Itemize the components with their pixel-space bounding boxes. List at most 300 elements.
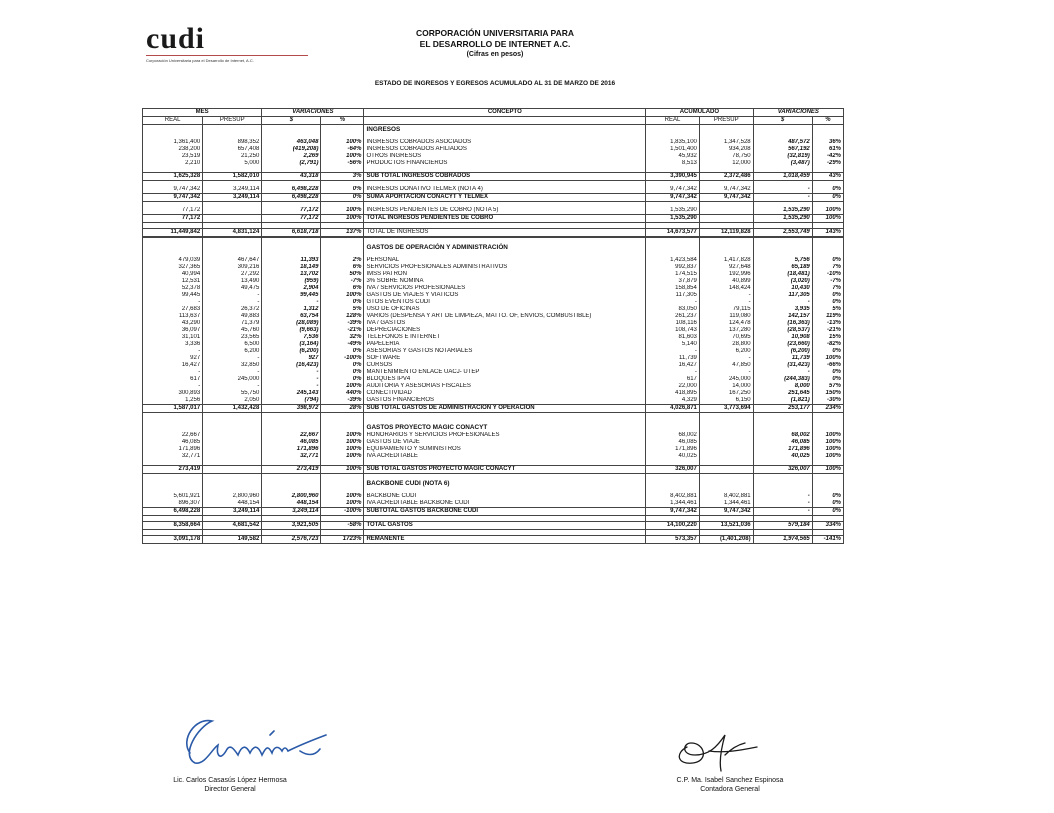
cell-var-mes-peso: - [262,299,321,306]
empty-cell [262,125,321,135]
cell-concept: GTOS EVENTOS CUDI [364,299,646,306]
cell-acum-real: 1,835,100 [646,139,700,146]
cell-var-acum-pct: 334% [812,522,843,530]
cell-mes-real: - [143,299,203,306]
empty-cell [812,125,843,135]
cell-mes-real: 171,896 [143,446,203,453]
cell-concept: TOTAL INGRESOS PENDIENTES DE COBRO [364,215,646,223]
accountant-signature [665,725,775,775]
cell-mes-real: 12,531 [143,278,203,285]
cell-mes-presup: 4,681,542 [203,522,262,530]
empty-cell [812,479,843,488]
cell-var-acum-pct: 61% [812,146,843,153]
cell-var-mes-pct: -7% [321,278,364,285]
cell-concept: IVA / GASTOS [364,320,646,327]
cell-var-acum-peso: - [753,186,812,194]
table-row [143,146,844,153]
cell-var-acum-peso: 253,177 [753,405,812,413]
cell-var-mes-peso: 927 [262,355,321,362]
cell-var-acum-pct: 100% [812,432,843,439]
table-row [143,341,844,348]
cell-var-mes-pct: 100% [321,153,364,160]
cell-mes-real: 617 [143,376,203,383]
cell-mes-real: 896,307 [143,500,203,508]
table-row [143,390,844,397]
table-row [143,369,844,376]
cell-mes-real: 16,427 [143,362,203,369]
cell-acum-presup: 1,347,528 [699,139,753,146]
cell-var-mes-pct: -58% [321,522,364,530]
cell-acum-real: 40,025 [646,453,700,460]
total-row [143,508,844,516]
cell-acum-presup [699,207,753,215]
cell-acum-presup: 78,750 [699,153,753,160]
cell-var-mes-peso: 13,702 [262,271,321,278]
cell-var-acum-pct: -7% [812,278,843,285]
cell-acum-presup: 2,372,486 [699,173,753,181]
cell-var-acum-pct: 57% [812,383,843,390]
section-header-row [143,125,844,135]
cell-var-acum-peso: 46,085 [753,439,812,446]
cell-var-mes-peso: 7,536 [262,334,321,341]
total-row [143,194,844,202]
cell-acum-real: 1,535,290 [646,215,700,223]
cell-var-mes-peso: 2,904 [262,285,321,292]
total-row [143,215,844,223]
cell-mes-real: 1,625,328 [143,173,203,181]
cell-var-mes-peso: 2,269 [262,153,321,160]
cell-var-acum-pct: 100% [812,207,843,215]
cell-mes-presup: 448,154 [203,500,262,508]
cell-acum-real: 4,026,871 [646,405,700,413]
cell-concept: SUBTOTAL GASTOS BACKBONE CUDI [364,508,646,516]
cell-acum-presup [699,439,753,446]
cell-concept: SUMA APORTACION CONACYT Y TELMEX [364,194,646,202]
cell-acum-real: 1,501,400 [646,146,700,153]
table-row [143,500,844,508]
accountant-name: C.P. Ma. Isabel Sanchez Espinosa [676,777,784,784]
cell-concept: GASTOS DE VIAJE [364,439,646,446]
cell-concept: IVA ACREDITABLE BACKBONE CUDI [364,500,646,508]
cell-var-acum-pct: 100% [812,453,843,460]
cell-var-acum-peso: 171,896 [753,446,812,453]
cell-var-mes-pct: 0% [321,186,364,194]
cell-acum-presup: 137,280 [699,327,753,334]
cell-mes-presup: 13,490 [203,278,262,285]
table-row [143,207,844,215]
cell-var-acum-pct: 143% [812,229,843,238]
cell-var-mes-pct: 28% [321,405,364,413]
cell-var-acum-pct: 0% [812,348,843,355]
cell-var-mes-pct: -39% [321,320,364,327]
cell-concept: CURSOS [364,362,646,369]
empty-cell [646,479,700,488]
cell-acum-presup: 9,747,342 [699,194,753,202]
cell-mes-presup: 45,760 [203,327,262,334]
cell-var-mes-pct: 100% [321,383,364,390]
cell-var-mes-peso: 77,172 [262,207,321,215]
cell-var-acum-peso: 579,184 [753,522,812,530]
cell-mes-real: 1,256 [143,397,203,405]
cell-mes-presup: 23,565 [203,334,262,341]
cell-mes-real: 9,747,342 [143,186,203,194]
cell-mes-real: 5,601,921 [143,493,203,500]
subheader-acum-pct: % [812,117,843,125]
cell-mes-real: 36,097 [143,327,203,334]
cell-mes-real: 327,365 [143,264,203,271]
cell-var-mes-peso: 2,800,960 [262,493,321,500]
cell-mes-real: 113,637 [143,313,203,320]
cell-var-acum-pct: -82% [812,341,843,348]
cell-concept: TELEFONOS E INTERNET [364,334,646,341]
cell-acum-real: 261,237 [646,313,700,320]
empty-cell [646,423,700,432]
section-header-row [143,423,844,432]
empty-cell [812,423,843,432]
subheader-acum-peso: $ [753,117,812,125]
empty-cell [203,479,262,488]
cell-var-mes-pct: 100% [321,466,364,474]
table-row [143,292,844,299]
org-name-line2: EL DESARROLLO DE INTERNET A.C. [419,39,571,49]
cell-acum-real: 8,402,881 [646,493,700,500]
cell-var-mes-peso: 6,498,228 [262,194,321,202]
cell-var-mes-peso: 3,921,505 [262,522,321,530]
section-title: BACKBONE CUDI (NOTA 6) [364,479,646,488]
table-row [143,306,844,313]
empty-cell [753,479,812,488]
cell-mes-presup: 4,831,124 [203,229,262,238]
cell-var-mes-peso: 43,318 [262,173,321,181]
cell-mes-presup: - [203,383,262,390]
cell-var-acum-pct: 0% [812,500,843,508]
table-row [143,383,844,390]
cell-acum-presup: 9,747,342 [699,186,753,194]
cell-acum-real: 3,390,945 [646,173,700,181]
cell-mes-real: 927 [143,355,203,362]
cell-acum-real: 418,895 [646,390,700,397]
cell-mes-real: 31,101 [143,334,203,341]
cell-acum-real: 5,140 [646,341,700,348]
cell-var-acum-pct: 0% [812,299,843,306]
table-row [143,348,844,355]
cell-var-mes-peso: (28,089) [262,320,321,327]
cell-var-acum-pct: 0% [812,376,843,383]
table-row [143,257,844,264]
empty-cell [262,479,321,488]
cell-acum-real: 37,879 [646,278,700,285]
table-row [143,432,844,439]
cell-var-mes-peso: (9,663) [262,327,321,334]
accountant-signature-block [630,776,830,794]
cell-mes-presup [203,446,262,453]
cell-concept: IVA ACREDITABLE [364,453,646,460]
cell-var-acum-pct: 100% [812,215,843,223]
cell-var-mes-pct: 100% [321,139,364,146]
cell-var-acum-peso: (16,363) [753,320,812,327]
section-header-row [143,479,844,488]
cell-mes-presup [203,439,262,446]
empty-cell [262,423,321,432]
subheader-acum-real: REAL [646,117,700,125]
empty-cell [143,125,203,135]
cell-acum-real: 46,085 [646,439,700,446]
table-row [143,397,844,405]
director-name: Lic. Carlos Casasús López Hermosa [173,777,287,784]
empty-cell [143,243,203,252]
cell-var-mes-pct: 0% [321,299,364,306]
cell-var-mes-peso: 448,154 [262,500,321,508]
cell-acum-presup: 14,000 [699,383,753,390]
cell-acum-real: 16,427 [646,362,700,369]
cell-acum-real: 326,007 [646,466,700,474]
cell-acum-presup: 148,424 [699,285,753,292]
cell-acum-presup: 124,478 [699,320,753,327]
table-row [143,186,844,194]
cell-var-acum-peso: 1,018,459 [753,173,812,181]
cell-var-mes-pct: 137% [321,229,364,238]
cell-concept: REMANENTE [364,536,646,544]
cell-mes-real: 3,091,178 [143,536,203,544]
cell-acum-presup [699,432,753,439]
cell-acum-real: 83,050 [646,306,700,313]
empty-cell [646,243,700,252]
cell-concept: GASTOS FINANCIEROS [364,397,646,405]
cell-mes-real: 1,587,017 [143,405,203,413]
table-row [143,160,844,167]
cell-var-mes-peso: 6,618,718 [262,229,321,238]
subheader-peso: $ [262,117,321,125]
cell-acum-real: 9,747,342 [646,194,700,202]
total-row [143,229,844,238]
cell-var-mes-pct: 100% [321,207,364,215]
empty-cell [262,243,321,252]
cell-mes-presup: 5,000 [203,160,262,167]
cell-var-acum-pct: 7% [812,264,843,271]
empty-cell [203,243,262,252]
cell-var-mes-peso: 99,445 [262,292,321,299]
cell-mes-presup: - [203,355,262,362]
empty-cell [753,243,812,252]
cell-concept: GASTOS DE VIAJES Y VIATICOS [364,292,646,299]
cell-mes-presup: 32,850 [203,362,262,369]
cell-mes-real: - [143,383,203,390]
cell-var-acum-peso: - [753,493,812,500]
cell-var-acum-pct: 100% [812,355,843,362]
cell-mes-real: 3,336 [143,341,203,348]
empty-cell [321,423,364,432]
cell-concept: BACKBONE CUDI [364,493,646,500]
cell-var-mes-pct: 128% [321,313,364,320]
cell-var-mes-peso: (2,791) [262,160,321,167]
section-title: GASTOS DE OPERACIÓN Y ADMINISTRACIÓN [364,243,646,252]
cell-var-mes-pct: 5% [321,306,364,313]
cell-var-mes-pct: -100% [321,355,364,362]
cell-acum-real: 108,116 [646,320,700,327]
cell-acum-presup: 934,208 [699,146,753,153]
cell-mes-real: 52,378 [143,285,203,292]
total-row [143,173,844,181]
table-row [143,355,844,362]
cell-var-mes-pct: 0% [321,376,364,383]
cell-concept: OTROS INGRESOS [364,153,646,160]
cell-var-mes-pct: 32% [321,334,364,341]
cell-concept: TOTAL GASTOS [364,522,646,530]
table-row [143,376,844,383]
cell-mes-presup: 1,582,010 [203,173,262,181]
cell-acum-presup: 12,119,828 [699,229,753,238]
table-row [143,493,844,500]
cell-acum-real: - [646,369,700,376]
cell-var-mes-peso: 32,771 [262,453,321,460]
cell-var-mes-pct: 100% [321,432,364,439]
cell-mes-real: 1,361,400 [143,139,203,146]
cell-var-acum-pct: -29% [812,160,843,167]
total-row [143,536,844,544]
cell-var-acum-pct: -10% [812,271,843,278]
cell-acum-real: 45,932 [646,153,700,160]
cell-var-mes-peso: 6,498,228 [262,186,321,194]
table-row [143,139,844,146]
cell-mes-real: 23,519 [143,153,203,160]
cell-var-acum-peso: 1,535,290 [753,215,812,223]
cell-var-acum-pct: 43% [812,173,843,181]
cell-acum-presup: - [699,369,753,376]
cell-var-acum-pct: 100% [812,446,843,453]
empty-cell [699,423,753,432]
cell-var-mes-pct: 100% [321,446,364,453]
cell-acum-presup: 40,899 [699,278,753,285]
table-body [143,125,844,544]
cell-var-mes-pct: 6% [321,285,364,292]
cell-acum-presup: 70,695 [699,334,753,341]
cell-var-mes-pct: 0% [321,369,364,376]
empty-cell [699,125,753,135]
cell-var-mes-peso: 11,393 [262,257,321,264]
cell-concept: SUB TOTAL GASTOS PROYECTO MAGIC CONACYT [364,466,646,474]
cell-mes-presup: 1,432,428 [203,405,262,413]
table-row [143,334,844,341]
cell-var-acum-pct: 0% [812,292,843,299]
cell-var-acum-pct: 36% [812,139,843,146]
cell-var-mes-pct: -64% [321,146,364,153]
empty-cell [321,479,364,488]
cell-var-acum-pct: -21% [812,327,843,334]
cell-acum-real: 11,739 [646,355,700,362]
cell-mes-real: 479,039 [143,257,203,264]
cell-var-acum-peso: - [753,299,812,306]
cell-mes-real: 46,085 [143,439,203,446]
cell-var-mes-peso: - [262,383,321,390]
cell-var-acum-peso: (6,200) [753,348,812,355]
cell-acum-presup: - [699,355,753,362]
table-row [143,278,844,285]
cell-acum-presup: 6,200 [699,348,753,355]
cell-var-acum-pct: 0% [812,257,843,264]
cell-var-mes-pct: -39% [321,397,364,405]
empty-cell [203,423,262,432]
cell-var-acum-peso: 1,974,565 [753,536,812,544]
cell-var-acum-pct: 100% [812,439,843,446]
cell-mes-presup: 55,750 [203,390,262,397]
cell-var-acum-pct: 234% [812,405,843,413]
cell-acum-real: 992,837 [646,264,700,271]
cell-acum-presup: 28,800 [699,341,753,348]
cell-mes-presup: 149,582 [203,536,262,544]
director-signature-block [150,776,310,794]
logo-subtitle: Corporación Universitaria para el Desarrollo de Internet, A.C. [146,58,254,63]
cell-concept: PRODUCTOS FINANCIEROS [364,160,646,167]
empty-cell [753,423,812,432]
cell-acum-presup: 119,080 [699,313,753,320]
cell-mes-real: 300,893 [143,390,203,397]
cell-acum-real: - [646,348,700,355]
cell-var-mes-peso: 2,576,723 [262,536,321,544]
cell-mes-presup: 3,249,114 [203,194,262,202]
empty-cell [699,479,753,488]
cell-var-acum-peso: 65,189 [753,264,812,271]
header-acumulado: ACUMULADO [646,109,754,117]
cell-concept: INGRESOS COBRADOS ASOCIADOS [364,139,646,146]
cell-acum-real: 174,515 [646,271,700,278]
cell-var-mes-peso: 46,085 [262,439,321,446]
income-expense-table [142,108,844,544]
cell-var-acum-peso: (3,020) [753,278,812,285]
cell-concept: CONECTIVIDAD [364,390,646,397]
cell-acum-presup [699,215,753,223]
cell-acum-presup: (1,401,208) [699,536,753,544]
empty-cell [321,243,364,252]
cell-acum-presup: 9,747,342 [699,508,753,516]
cell-mes-presup: 467,647 [203,257,262,264]
cell-mes-presup: 2,800,960 [203,493,262,500]
cell-mes-real: 6,498,228 [143,508,203,516]
cell-concept: INGRESOS DONATIVO TELMEX (NOTA 4) [364,186,646,194]
cell-var-mes-pct: 0% [321,362,364,369]
cell-mes-presup: - [203,292,262,299]
cell-var-mes-peso: 77,172 [262,215,321,223]
cell-acum-presup: 8,402,881 [699,493,753,500]
cell-concept: DEPRECIACIONES [364,327,646,334]
cell-var-acum-peso: 567,192 [753,146,812,153]
cell-mes-real: 99,445 [143,292,203,299]
cell-var-acum-pct: 100% [812,466,843,474]
cell-var-mes-peso: 245,143 [262,390,321,397]
cell-var-mes-peso: (419,208) [262,146,321,153]
cell-var-acum-pct: 7% [812,285,843,292]
empty-cell [699,243,753,252]
cell-mes-presup: 3,249,114 [203,508,262,516]
org-name-line1: CORPORACIÓN UNIVERSITARIA PARA [415,28,575,38]
cell-mes-real: 238,200 [143,146,203,153]
cell-mes-real: 11,449,842 [143,229,203,238]
cell-acum-real: 573,357 [646,536,700,544]
cell-acum-presup: 1,344,461 [699,500,753,508]
cell-acum-presup: 13,521,036 [699,522,753,530]
subheader-acum-presup: PRESUP [699,117,753,125]
cell-var-mes-pct: 100% [321,439,364,446]
cell-var-mes-peso: 3,249,114 [262,508,321,516]
subheader-pct: % [321,117,364,125]
cell-acum-presup: 12,000 [699,160,753,167]
cell-concept: TOTAL DE INGRESOS [364,229,646,238]
cell-var-mes-pct: 100% [321,215,364,223]
cell-mes-presup: - [203,299,262,306]
cell-var-acum-peso: (23,660) [753,341,812,348]
cell-var-mes-pct: -56% [321,160,364,167]
cell-concept: IMSS PATRÓN [364,271,646,278]
cell-mes-presup: 49,883 [203,313,262,320]
